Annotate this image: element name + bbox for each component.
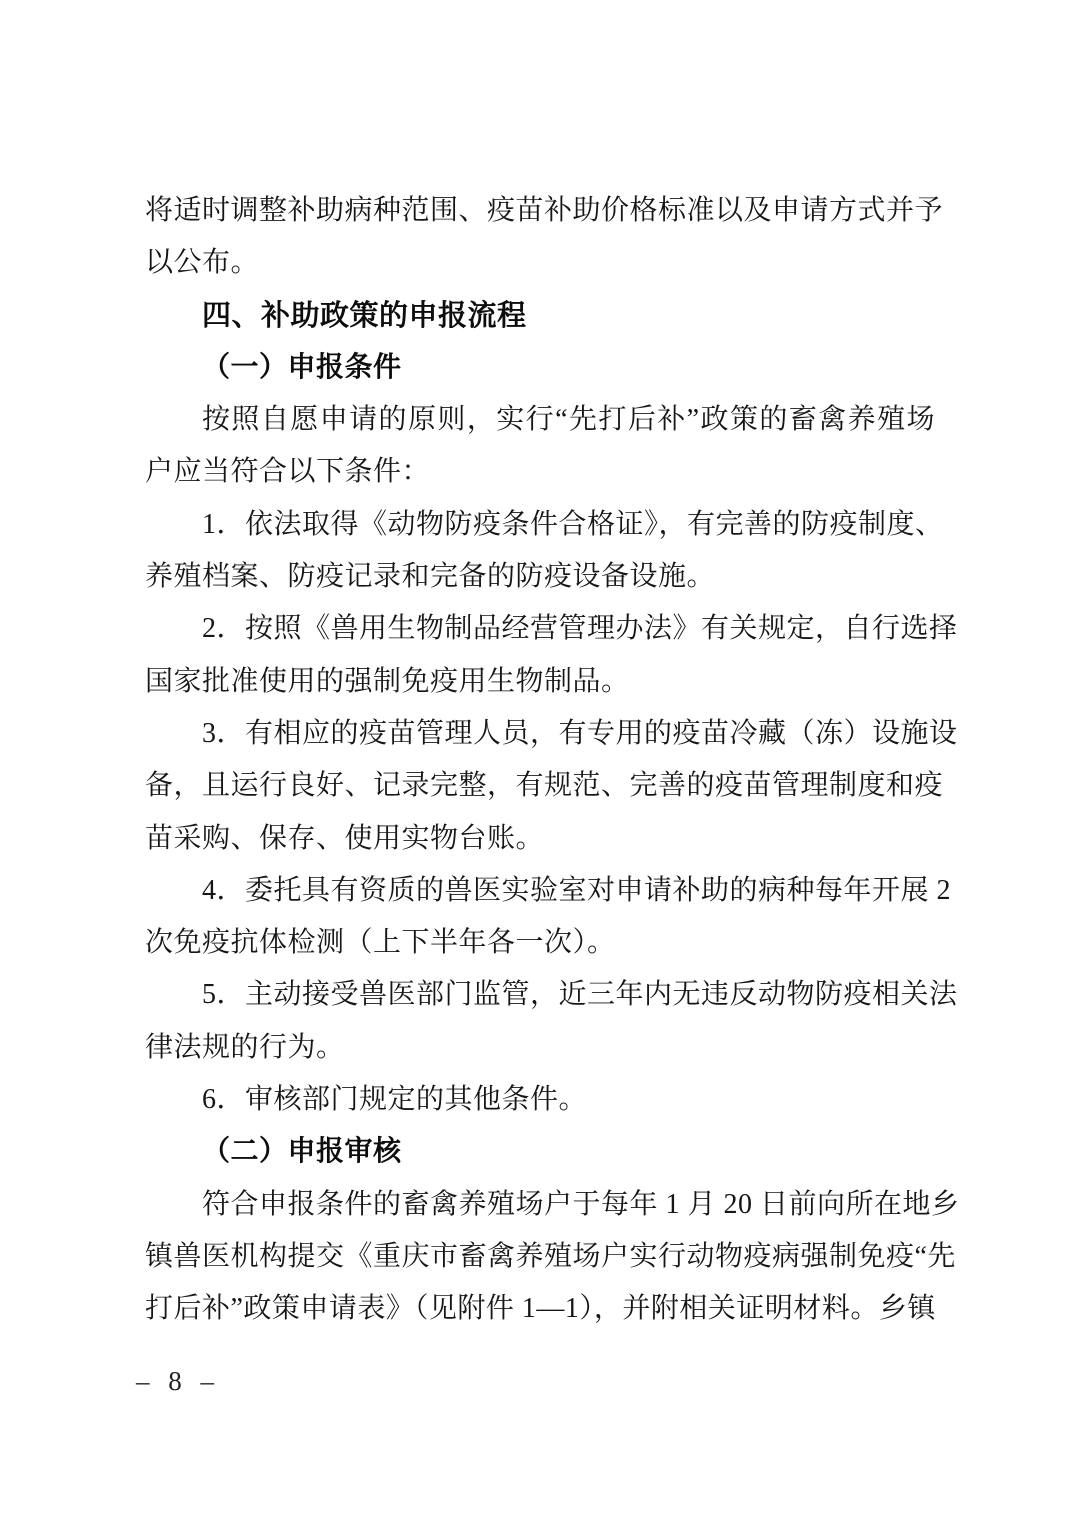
text-line: 将适时调整补助病种范围、疫苗补助价格标准以及申请方式并予 [145, 195, 944, 226]
section-heading: 四、补助政策的申报流程 [202, 299, 527, 332]
text-line: 6．审核部门规定的其他条件。 [202, 1084, 588, 1116]
text-line: 以公布。 [145, 247, 260, 279]
page-number: – 8 – [136, 1366, 220, 1396]
text-line: 备，且运行良好、记录完整，有规范、完善的疫苗管理制度和疫 [145, 770, 944, 802]
text-line: 律法规的行为。 [145, 1031, 345, 1063]
text-line: 打后补”政策申请表》（见附件 1—1），并附相关证明材料。乡镇 [145, 1293, 936, 1325]
document-content [145, 185, 960, 1336]
text-line: 5．主动接受兽医部门监管，近三年内无违反动物防疫相关法 [202, 979, 958, 1011]
text-line: 镇兽医机构提交《重庆市畜禽养殖场户实行动物疫病强制免疫“先 [145, 1240, 956, 1272]
text-line: 符合申报条件的畜禽养殖场户于每年 1 月 20 日前向所在地乡 [202, 1188, 960, 1220]
text-line: 3．有相应的疫苗管理人员，有专用的疫苗冷藏（冻）设施设 [202, 717, 958, 749]
text-line: 苗采购、保存、使用实物台账。 [145, 822, 545, 854]
subsection-heading: （二）申报审核 [202, 1136, 402, 1168]
text-line: 1．依法取得《动物防疫条件合格证》，有完善的防疫制度、 [202, 508, 944, 540]
text-line: 4．委托具有资质的兽医实验室对申请补助的病种每年开展 2 [202, 874, 952, 906]
text-line: 户应当符合以下条件： [145, 456, 431, 488]
text-line: 2．按照《兽用生物制品经营管理办法》有关规定，自行选择 [202, 613, 958, 645]
text-line: 次免疫抗体检测（上下半年各一次）。 [145, 927, 616, 959]
text-line: 按照自愿申请的原则，实行“先打后补”政策的畜禽养殖场 [202, 404, 935, 436]
text-line: 养殖档案、防疫记录和完备的防疫设备设施。 [145, 561, 716, 593]
text-line: 国家批准使用的强制免疫用生物制品。 [145, 665, 630, 697]
subsection-heading: （一）申报条件 [202, 351, 402, 383]
